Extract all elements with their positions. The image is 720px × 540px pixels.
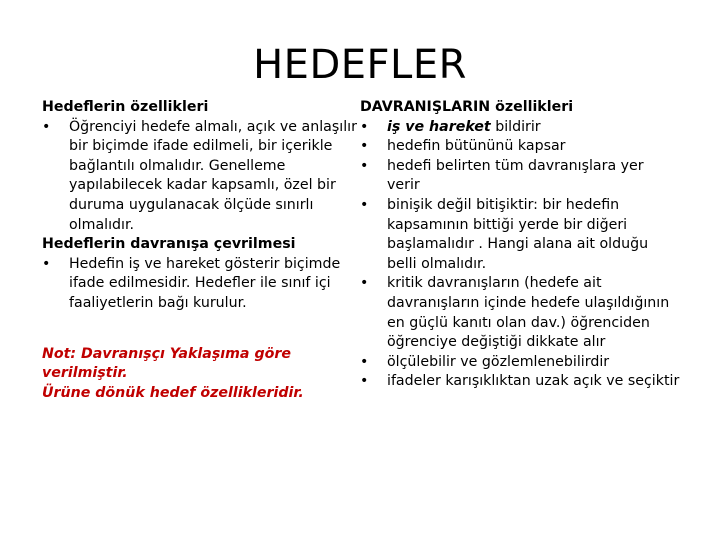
list-item-text: binişik değil bitişiktir: bir hedefin kapsamının bittiği yerde bir diğeri başlamalıdır . Hangi alana ait olduğu belli olmalıdır.	[387, 196, 649, 272]
objectives-to-behavior-heading: Hedeflerin davranışa çevrilmesi	[42, 236, 296, 253]
bullet-icon: •	[360, 157, 369, 174]
note-line: Not: Davranışçı Yaklaşıma göre verilmiştir.	[42, 345, 291, 382]
list-item-text: Öğrenciyi hedefe almalı, açık ve anlaşılır bir biçimde ifade edilmeli, bir içerikle bağlantılı olmalıdır. Genelleme yapılabilecek kadar kapsamlı, özel bir duruma uygulanacak ölçüde sınırlı olmalıdır.	[69, 118, 357, 233]
list-item	[360, 372, 680, 392]
list-item	[360, 157, 680, 196]
list-item-text: Hedefin iş ve hareket gösterir biçimde ifade edilmesidir. Hedefler ile sınıf içi faaliyetlerin bağı kurulur.	[69, 255, 341, 311]
bullet-icon: •	[42, 118, 51, 135]
slide-title: HEDEFLER	[253, 42, 467, 88]
list-item-text: kritik davranışların (hedefe ait davranışların içinde hedefe ulaşıldığının en güçlü kanıtı olan dav.) öğrenciden öğrenciye değiştiği dikkate alır	[387, 275, 670, 351]
bullet-icon: •	[360, 353, 369, 370]
bullet-icon: •	[360, 196, 369, 213]
list-item	[360, 196, 680, 274]
list-item-text: ifadeler karışıklıktan uzak açık ve seçiktir	[387, 373, 680, 390]
objectives-to-behavior-list	[42, 255, 372, 314]
list-item	[42, 255, 372, 314]
right-column	[360, 98, 680, 392]
list-item	[360, 137, 680, 157]
list-item	[360, 118, 680, 138]
note-line: Ürüne dönük hedef özellikleridir.	[42, 384, 304, 401]
bullet-icon: •	[360, 373, 369, 390]
list-item-text: hedefi belirten tüm davranışlara yer verir	[387, 157, 644, 194]
objectives-properties-heading: Hedeflerin özellikleri	[42, 99, 209, 115]
emphasis-text: iş ve hareket	[387, 118, 491, 135]
bullet-icon: •	[360, 275, 369, 292]
behaviors-properties-list	[360, 118, 680, 392]
list-item	[360, 274, 680, 352]
objectives-properties-list	[42, 118, 372, 236]
bullet-icon: •	[42, 255, 51, 272]
bullet-icon: •	[360, 118, 369, 135]
behaviorist-note	[42, 345, 372, 404]
list-item	[42, 118, 372, 236]
list-item-text: ölçülebilir ve gözlemlenebilirdir	[387, 353, 610, 370]
bullet-icon: •	[360, 138, 369, 155]
left-column	[42, 98, 372, 403]
behaviors-properties-heading: DAVRANIŞLARIN özellikleri	[360, 99, 574, 115]
list-item-text: hedefin bütününü kapsar	[387, 138, 566, 155]
list-item	[360, 353, 680, 373]
list-item-text: bildirir	[490, 118, 541, 135]
